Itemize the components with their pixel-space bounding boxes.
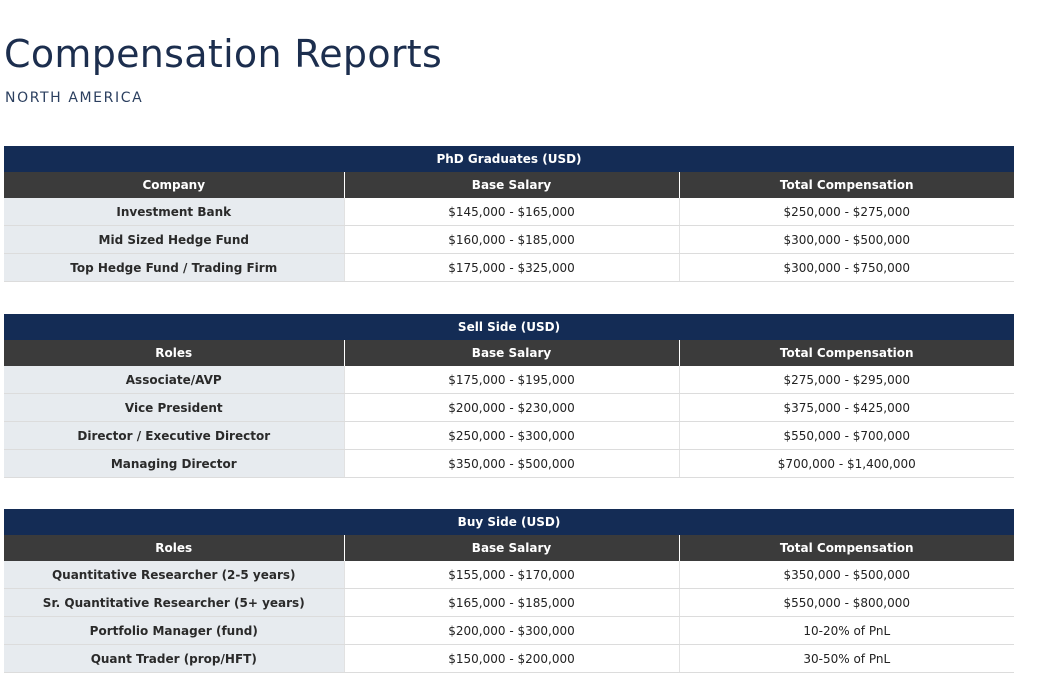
- total-compensation-cell: 10-20% of PnL: [679, 617, 1014, 645]
- total-compensation-cell: $275,000 - $295,000: [679, 366, 1014, 394]
- base-salary-cell: $145,000 - $165,000: [344, 198, 679, 226]
- table-row: [4, 645, 1014, 673]
- total-compensation-cell: $250,000 - $275,000: [679, 198, 1014, 226]
- column-header-base-salary: Base Salary: [344, 340, 679, 366]
- base-salary-cell: $250,000 - $300,000: [344, 422, 679, 450]
- table-title: Buy Side (USD): [4, 509, 1014, 535]
- page-subtitle: NORTH AMERICA: [5, 90, 144, 106]
- company-cell: Mid Sized Hedge Fund: [4, 226, 344, 254]
- role-cell: Quant Trader (prop/HFT): [4, 645, 344, 673]
- role-cell: Director / Executive Director: [4, 422, 344, 450]
- table-row: [4, 561, 1014, 589]
- column-header-total-compensation: Total Compensation: [679, 340, 1014, 366]
- column-header-total-compensation: Total Compensation: [679, 172, 1014, 198]
- base-salary-cell: $155,000 - $170,000: [344, 561, 679, 589]
- base-salary-cell: $200,000 - $300,000: [344, 617, 679, 645]
- total-compensation-cell: $375,000 - $425,000: [679, 394, 1014, 422]
- column-header-base-salary: Base Salary: [344, 535, 679, 561]
- total-compensation-cell: 30-50% of PnL: [679, 645, 1014, 673]
- total-compensation-cell: $700,000 - $1,400,000: [679, 450, 1014, 478]
- table-row: [4, 198, 1014, 226]
- base-salary-cell: $200,000 - $230,000: [344, 394, 679, 422]
- table-row: [4, 254, 1014, 282]
- base-salary-cell: $350,000 - $500,000: [344, 450, 679, 478]
- column-header-company: Company: [4, 172, 344, 198]
- table-row: [4, 617, 1014, 645]
- table-row: [4, 422, 1014, 450]
- phd-graduates-table: [4, 146, 1014, 282]
- role-cell: Vice President: [4, 394, 344, 422]
- company-cell: Investment Bank: [4, 198, 344, 226]
- base-salary-cell: $175,000 - $195,000: [344, 366, 679, 394]
- total-compensation-cell: $550,000 - $800,000: [679, 589, 1014, 617]
- column-header-roles: Roles: [4, 535, 344, 561]
- column-header-base-salary: Base Salary: [344, 172, 679, 198]
- table-row: [4, 394, 1014, 422]
- role-cell: Associate/AVP: [4, 366, 344, 394]
- role-cell: Managing Director: [4, 450, 344, 478]
- total-compensation-cell: $350,000 - $500,000: [679, 561, 1014, 589]
- table-title: PhD Graduates (USD): [4, 146, 1014, 172]
- base-salary-cell: $150,000 - $200,000: [344, 645, 679, 673]
- base-salary-cell: $160,000 - $185,000: [344, 226, 679, 254]
- sell-side-table: [4, 314, 1014, 478]
- total-compensation-cell: $300,000 - $750,000: [679, 254, 1014, 282]
- role-cell: Portfolio Manager (fund): [4, 617, 344, 645]
- table-row: [4, 366, 1014, 394]
- base-salary-cell: $165,000 - $185,000: [344, 589, 679, 617]
- total-compensation-cell: $550,000 - $700,000: [679, 422, 1014, 450]
- company-cell: Top Hedge Fund / Trading Firm: [4, 254, 344, 282]
- buy-side-table: [4, 509, 1014, 673]
- base-salary-cell: $175,000 - $325,000: [344, 254, 679, 282]
- total-compensation-cell: $300,000 - $500,000: [679, 226, 1014, 254]
- page-title: Compensation Reports: [4, 32, 443, 76]
- column-header-total-compensation: Total Compensation: [679, 535, 1014, 561]
- table-title: Sell Side (USD): [4, 314, 1014, 340]
- table-row: [4, 589, 1014, 617]
- role-cell: Quantitative Researcher (2-5 years): [4, 561, 344, 589]
- table-row: [4, 226, 1014, 254]
- table-row: [4, 450, 1014, 478]
- role-cell: Sr. Quantitative Researcher (5+ years): [4, 589, 344, 617]
- column-header-roles: Roles: [4, 340, 344, 366]
